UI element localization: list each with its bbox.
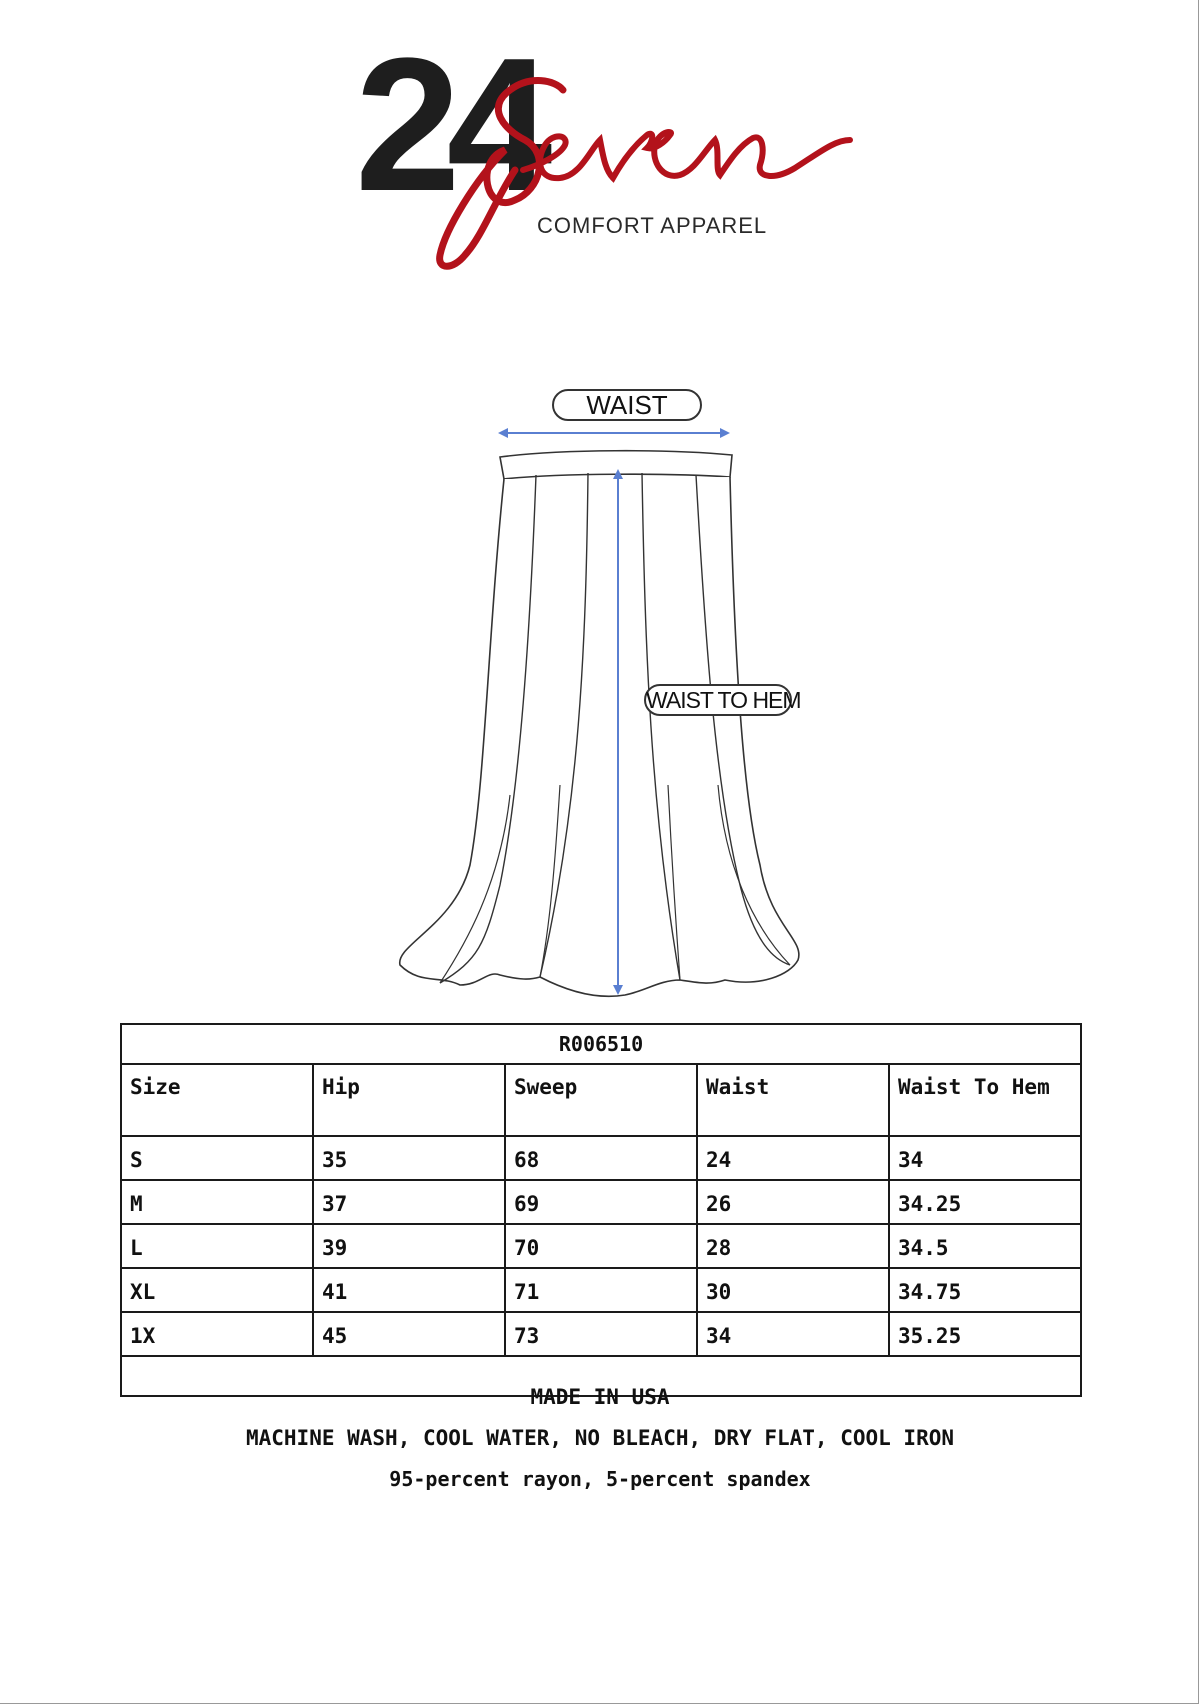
- table-header-row: [121, 1064, 1081, 1136]
- table-cell: 69: [505, 1180, 697, 1224]
- table-cell: 73: [505, 1312, 697, 1356]
- table-cell: 35.25: [889, 1312, 1081, 1356]
- table-row: [121, 1268, 1081, 1312]
- column-header: Sweep: [505, 1064, 697, 1136]
- table-cell: 34.25: [889, 1180, 1081, 1224]
- table-cell: 30: [697, 1268, 889, 1312]
- table-cell: 34.5: [889, 1224, 1081, 1268]
- care-instructions: MACHINE WASH, COOL WATER, NO BLEACH, DRY FLAT, COOL IRON: [245, 1426, 954, 1450]
- table-cell: 34: [889, 1136, 1081, 1180]
- table-cell: 70: [505, 1224, 697, 1268]
- table-cell: 71: [505, 1268, 697, 1312]
- waist-to-hem-label: WAIST TO HEM: [644, 684, 792, 716]
- brand-logo: [355, 19, 915, 280]
- waist-label: WAIST: [552, 389, 702, 421]
- table-cell: 26: [697, 1180, 889, 1224]
- column-header: Waist: [697, 1064, 889, 1136]
- table-cell: S: [121, 1136, 313, 1180]
- table-cell: 41: [313, 1268, 505, 1312]
- logo-tagline: COMFORT APPAREL: [537, 213, 768, 238]
- table-cell: L: [121, 1224, 313, 1268]
- column-header: Waist To Hem: [889, 1064, 1081, 1136]
- table-cell: 39: [313, 1224, 505, 1268]
- table-cell: 1X: [121, 1312, 313, 1356]
- logo-number: 24: [355, 19, 539, 231]
- style-code: R006510: [121, 1024, 1081, 1064]
- table-cell: 34.75: [889, 1268, 1081, 1312]
- fabric-content: 95-percent rayon, 5-percent spandex: [389, 1467, 811, 1491]
- skirt-measurement-diagram: [380, 385, 850, 1005]
- table-cell: 24: [697, 1136, 889, 1180]
- table-cell: 35: [313, 1136, 505, 1180]
- table-cell: 68: [505, 1136, 697, 1180]
- made-in-text: MADE IN USA: [530, 1385, 670, 1409]
- table-row: [121, 1180, 1081, 1224]
- table-cell: 34: [697, 1312, 889, 1356]
- table-title-row: [121, 1024, 1081, 1064]
- table-cell: XL: [121, 1268, 313, 1312]
- column-header: Hip: [313, 1064, 505, 1136]
- table-cell: 28: [697, 1224, 889, 1268]
- table-cell: 37: [313, 1180, 505, 1224]
- table-cell: 45: [313, 1312, 505, 1356]
- table-row: [121, 1224, 1081, 1268]
- column-header: Size: [121, 1064, 313, 1136]
- table-cell: M: [121, 1180, 313, 1224]
- table-row: [121, 1136, 1081, 1180]
- table-row: [121, 1312, 1081, 1356]
- logo-script-seven: [355, 19, 915, 280]
- size-chart-table: [120, 1023, 1082, 1397]
